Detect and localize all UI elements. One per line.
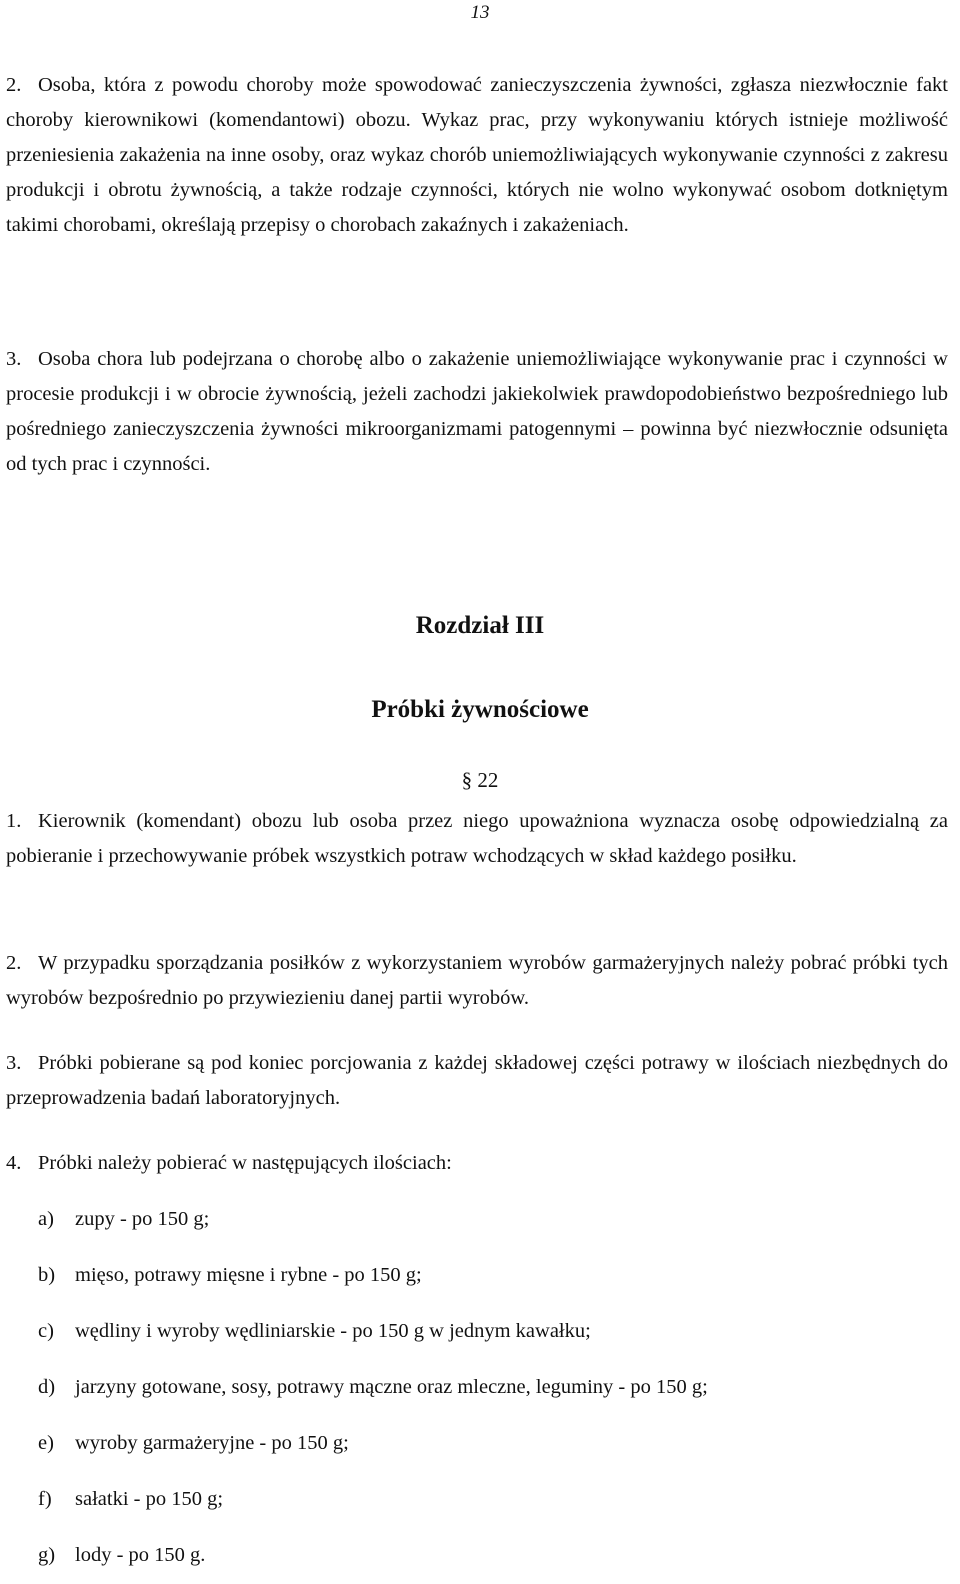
paragraph-3 bbox=[6, 342, 948, 482]
list-letter: b) bbox=[38, 1264, 56, 1286]
list-text: jarzyny gotowane, sosy, potrawy mączne oraz mleczne, leguminy - po 150 g; bbox=[75, 1376, 708, 1398]
s22-paragraph-2 bbox=[6, 946, 948, 1016]
paragraph-text: Osoba, która z powodu choroby może spowodować zanieczyszczenia żywności, zgłasza niezwłocznie fakt choroby kierownikowi (komendantowi) obozu. Wykaz prac, przy wykonywaniu których istnieje możliwość przeniesienia zakażenia na inne osoby, oraz wykaz chorób uniemożliwiających wykonywanie czynności z zakresu produkcji i obrotu żywnością, a także rodzaje czynności, których nie wolno wykonywać osobom dotkniętym takimi chorobami, określają przepisy o chorobach zakaźnych i zakażeniach. bbox=[6, 74, 948, 236]
chapter-subtitle: Próbki żywnościowe bbox=[371, 696, 589, 723]
section-number: § 22 bbox=[461, 768, 499, 792]
list-text: wyroby garmażeryjne - po 150 g; bbox=[75, 1432, 349, 1454]
list-text: wędliny i wyroby wędliniarskie - po 150 g w jednym kawałku; bbox=[75, 1320, 591, 1342]
list-letter: e) bbox=[38, 1432, 54, 1454]
paragraph-text: Próbki pobierane są pod koniec porcjowania z każdej składowej części potrawy w ilościach niezbędnych do przeprowadzenia badań laboratoryjnych. bbox=[6, 1052, 948, 1109]
list-item-c bbox=[38, 1317, 591, 1345]
list-item-d bbox=[38, 1373, 708, 1401]
list-letter: d) bbox=[38, 1376, 56, 1398]
list-item-f bbox=[38, 1485, 223, 1513]
paragraph-number: 2. bbox=[6, 74, 22, 96]
list-letter: a) bbox=[38, 1208, 54, 1230]
list-text: mięso, potrawy mięsne i rybne - po 150 g; bbox=[75, 1264, 422, 1286]
paragraph-number: 1. bbox=[6, 810, 22, 832]
paragraph-number: 3. bbox=[6, 1052, 22, 1074]
paragraph-number: 4. bbox=[6, 1152, 22, 1174]
paragraph-text: Osoba chora lub podejrzana o chorobę albo o zakażenie uniemożliwiające wykonywanie prac i czynności w procesie produkcji i w obrocie żywnością, jeżeli zachodzi jakiekolwiek prawdopodobieństwo bezpośredniego lub pośredniego zanieczyszczenia żywności mikroorganizmami patogennymi – powinna być niezwłocznie odsunięta od tych prac i czynności. bbox=[6, 348, 948, 475]
paragraph-number: 2. bbox=[6, 952, 22, 974]
paragraph-number: 3. bbox=[6, 348, 22, 370]
list-text: sałatki - po 150 g; bbox=[75, 1488, 224, 1510]
list-item-g bbox=[38, 1541, 205, 1569]
s22-paragraph-1 bbox=[6, 804, 948, 874]
paragraph-text: W przypadku sporządzania posiłków z wykorzystaniem wyrobów garmażeryjnych należy pobrać próbki tych wyrobów bezpośrednio po przywiezieniu danej partii wyrobów. bbox=[6, 952, 948, 1009]
s22-paragraph-4 bbox=[6, 1146, 948, 1181]
paragraph-text: Próbki należy pobierać w następujących ilościach: bbox=[38, 1152, 452, 1174]
paragraph-2 bbox=[6, 68, 948, 243]
list-letter: c) bbox=[38, 1320, 54, 1342]
list-letter: g) bbox=[38, 1544, 56, 1566]
list-item-b bbox=[38, 1261, 422, 1289]
list-item-e bbox=[38, 1429, 349, 1457]
list-text: lody - po 150 g. bbox=[75, 1544, 206, 1566]
chapter-title: Rozdział III bbox=[415, 612, 545, 639]
page-number: 13 bbox=[470, 2, 490, 23]
s22-paragraph-3 bbox=[6, 1046, 948, 1116]
list-letter: f) bbox=[38, 1488, 52, 1510]
list-item-a bbox=[38, 1205, 209, 1233]
list-text: zupy - po 150 g; bbox=[75, 1208, 210, 1230]
paragraph-text: Kierownik (komendant) obozu lub osoba przez niego upoważniona wyznacza osobę odpowiedzialną za pobieranie i przechowywanie próbek wszystkich potraw wchodzących w skład każdego posiłku. bbox=[6, 810, 948, 867]
